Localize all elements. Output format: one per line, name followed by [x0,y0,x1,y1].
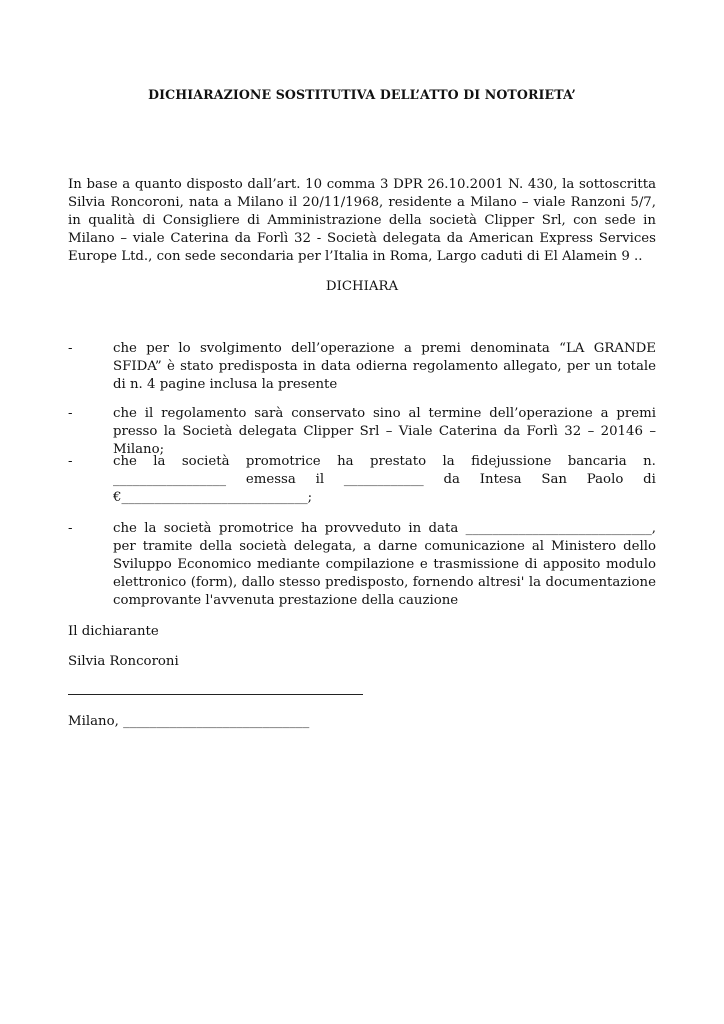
list-item-text: che il regolamento sarà conservato sino al termine dell’operazione a premi presso la Società delegata Clipper Srl – Viale Caterina da Forlì 32 – 20146 – Milano; [113,406,656,457]
list-item [68,520,656,610]
list-dash: - [68,406,73,421]
issue-date-blank: ____________ [343,472,424,487]
list-dash: - [68,521,73,536]
declarant-label: Il dichiarante [68,624,159,639]
intro-paragraph: In base a quanto disposto dall’art. 10 comma 3 DPR 26.10.2001 N. 430, la sottoscritta Silvia Roncoroni, nata a Milano il 20/11/1968, residente a Milano – viale Ranzoni 5/7, in qualità di Consigliere di Amministrazione della società Clipper Srl, con sede in Milano – viale Caterina da Forlì 32 - Società delegata da American Express Services Europe Ltd., con sede secondaria per l’Italia in Roma, Largo caduti di El Alamein 9 .. [68,177,656,264]
list-item-text: che la società promotrice ha provveduto in data ____________________________, per tramite della società delegata, a darne comunicazione al Ministero dello Sviluppo Economico mediante compilazione e trasmissione di apposito modulo elettronico (form), dallo stesso predisposto, fornendo altresi' la documentazione comprovante l'avvenuta prestazione della cauzione [113,521,656,608]
list-item-text: che per lo svolgimento dell’operazione a premi denominata “LA GRANDE SFIDA” è stato predisposta in data odierna regolamento allegato, per un totale di n. 4 pagine inclusa la presente [113,341,656,392]
list-item-guarantee [68,453,656,507]
fidejussione-number-blank: _________________ [113,472,227,487]
guarantee-line-2: _________________ emessa il ____________ da Intesa San Paolo di [113,472,656,487]
place-date-line: Milano, ____________________________ [68,714,310,729]
list-item [68,340,656,394]
declarant-name: Silvia Roncoroni [68,654,179,669]
signature-line [68,694,363,695]
declares-heading: DICHIARA [325,279,399,294]
list-item [68,405,656,459]
amount-blank: €____________________________; [113,490,313,505]
list-dash: - [68,341,73,356]
document-title: DICHIARAZIONE SOSTITUTIVA DELL’ATTO DI NOTORIETA’ [148,87,576,102]
guarantee-line-1: che la società promotrice ha prestato la fidejussione bancaria n. [113,454,656,469]
list-dash: - [68,454,73,469]
